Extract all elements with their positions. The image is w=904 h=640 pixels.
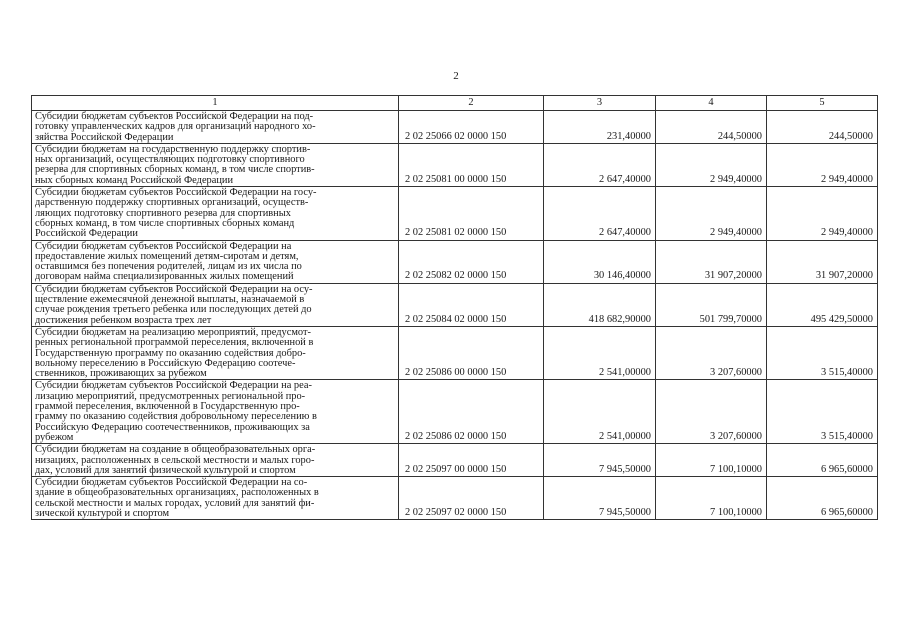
row-budget-code: 2 02 25066 02 0000 150	[399, 111, 544, 144]
budget-table	[31, 95, 878, 520]
table-row	[32, 283, 878, 326]
row-budget-code: 2 02 25097 00 0000 150	[399, 444, 544, 477]
row-value-col4: 31 907,20000	[656, 240, 767, 283]
page-number: 2	[453, 70, 459, 82]
row-value-col4: 2 949,40000	[656, 187, 767, 240]
row-description: Субсидии бюджетам на реализацию мероприятий, предусмот- ренных региональной программой переселения, включенной в Государственную программу по оказанию содействия добро- вольному переселению в Российскую Федерацию соотече- ственников, проживающих за рубежом	[32, 326, 399, 379]
row-value-col3: 418 682,90000	[544, 283, 656, 326]
row-value-col4: 3 207,60000	[656, 380, 767, 444]
row-description: Субсидии бюджетам субъектов Российской Федерации на осу- ществление ежемесячной денежной выплаты, назначаемой в случае рождения третьего ребенка или последующих детей до достижения ребенком возраста трех лет	[32, 283, 399, 326]
row-value-col3: 2 541,00000	[544, 326, 656, 379]
row-budget-code: 2 02 25086 02 0000 150	[399, 380, 544, 444]
table-row	[32, 143, 878, 186]
column-header-2: 2	[399, 96, 544, 111]
row-value-col4: 7 100,10000	[656, 444, 767, 477]
row-description: Субсидии бюджетам субъектов Российской Федерации на под- готовку управленческих кадров для организаций народного хо- зяйства Российской Федерации	[32, 111, 399, 144]
row-value-col5: 6 965,60000	[767, 444, 878, 477]
column-header-3: 3	[544, 96, 656, 111]
row-value-col3: 2 647,40000	[544, 187, 656, 240]
row-value-col5: 2 949,40000	[767, 143, 878, 186]
row-value-col3: 2 647,40000	[544, 143, 656, 186]
table-row	[32, 380, 878, 444]
row-value-col3: 30 146,40000	[544, 240, 656, 283]
row-value-col5: 3 515,40000	[767, 326, 878, 379]
row-value-col3: 231,40000	[544, 111, 656, 144]
row-description: Субсидии бюджетам субъектов Российской Федерации на предоставление жилых помещений детям-сиротам и детям, оставшимся без попечения родителей, лицам из их числа по договорам найма специализированных жилых помещений	[32, 240, 399, 283]
row-value-col4: 2 949,40000	[656, 143, 767, 186]
row-budget-code: 2 02 25082 02 0000 150	[399, 240, 544, 283]
column-header-4: 4	[656, 96, 767, 111]
row-value-col5: 244,50000	[767, 111, 878, 144]
table-row	[32, 111, 878, 144]
row-budget-code: 2 02 25086 00 0000 150	[399, 326, 544, 379]
row-value-col3: 2 541,00000	[544, 380, 656, 444]
table-row	[32, 444, 878, 477]
table-row	[32, 477, 878, 520]
row-budget-code: 2 02 25097 02 0000 150	[399, 477, 544, 520]
row-description: Субсидии бюджетам на создание в общеобразовательных орга- низациях, расположенных в сельской местности и малых горо- дах, условий для занятий физической культурой и спортом	[32, 444, 399, 477]
row-value-col4: 244,50000	[656, 111, 767, 144]
row-value-col5: 495 429,50000	[767, 283, 878, 326]
table-row	[32, 240, 878, 283]
column-header-5: 5	[767, 96, 878, 111]
row-value-col5: 3 515,40000	[767, 380, 878, 444]
row-description: Субсидии бюджетам субъектов Российской Федерации на госу- дарственную поддержку спортивных организаций, осуществ- ляющих подготовку спортивного резерва для спортивных сборных команд, в том числе спортивных сборных команд Российской Федерации	[32, 187, 399, 240]
row-description: Субсидии бюджетам субъектов Российской Федерации на со- здание в общеобразовательных организациях, расположенных в сельской местности и малых городах, условий для занятий фи- зической культурой и спортом	[32, 477, 399, 520]
row-value-col5: 6 965,60000	[767, 477, 878, 520]
row-value-col4: 7 100,10000	[656, 477, 767, 520]
row-value-col3: 7 945,50000	[544, 477, 656, 520]
row-value-col5: 2 949,40000	[767, 187, 878, 240]
row-description: Субсидии бюджетам на государственную поддержку спортив- ных организаций, осуществляющих подготовку спортивного резерва для спортивных сборных команд, в том числе спортив- ных сборных команд Российской Федерации	[32, 143, 399, 186]
row-value-col3: 7 945,50000	[544, 444, 656, 477]
table-row	[32, 187, 878, 240]
row-budget-code: 2 02 25081 00 0000 150	[399, 143, 544, 186]
row-value-col4: 501 799,70000	[656, 283, 767, 326]
row-budget-code: 2 02 25084 02 0000 150	[399, 283, 544, 326]
row-budget-code: 2 02 25081 02 0000 150	[399, 187, 544, 240]
column-header-1: 1	[32, 96, 399, 111]
row-value-col4: 3 207,60000	[656, 326, 767, 379]
row-description: Субсидии бюджетам субъектов Российской Федерации на реа- лизацию мероприятий, предусмотренных региональной про- граммой переселения, включенной в Государственную про- грамму по оказанию содействия добровольному переселению в Российскую Федерацию соотечественников, проживающих за рубежом	[32, 380, 399, 444]
table-row	[32, 326, 878, 379]
table-header-row	[32, 96, 878, 111]
row-value-col5: 31 907,20000	[767, 240, 878, 283]
